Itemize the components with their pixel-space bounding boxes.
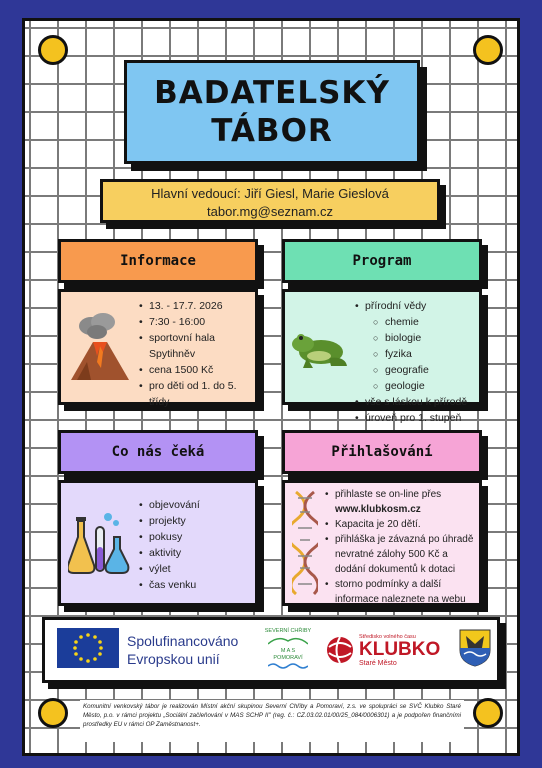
prihlasovani-list bbox=[325, 483, 479, 603]
frog-icon bbox=[285, 292, 355, 402]
prihlasovani-heading: Přihlašování bbox=[282, 430, 482, 474]
eu-line-1: Spolufinancováno bbox=[127, 633, 239, 649]
eu-text bbox=[127, 632, 255, 668]
mas-bottom: POMORAVÍ bbox=[273, 654, 303, 661]
list-item: • pro děti od 1. do 5. třídy bbox=[139, 378, 255, 410]
program-list bbox=[355, 292, 468, 424]
list-item: • aktivity bbox=[139, 545, 200, 561]
klubko-ball-icon bbox=[325, 635, 355, 665]
corner-dot bbox=[473, 698, 503, 728]
list-item bbox=[325, 487, 479, 517]
program-card bbox=[282, 239, 482, 424]
klubko-small: Středisko volného času bbox=[359, 633, 416, 640]
list-item: • storno podmínky a další informace naleznete na webu bbox=[325, 577, 479, 607]
co-nas-ceka-heading: Co nás čeká bbox=[58, 430, 258, 474]
info-heading: Informace bbox=[58, 239, 258, 283]
signup-text: přihlaste se on-line přes bbox=[335, 489, 442, 500]
program-heading: Program bbox=[282, 239, 482, 283]
co-nas-ceka-body bbox=[58, 480, 258, 606]
info-card bbox=[58, 239, 258, 408]
list-item: • úroveň pro 1. stupeň bbox=[355, 410, 467, 426]
title-box bbox=[124, 60, 420, 164]
coat-of-arms-icon bbox=[458, 628, 492, 673]
leader-text: Hlavní vedoucí: Jiří Giesl, Marie Gieslová bbox=[151, 186, 389, 201]
list-item: • sportovní hala Spytihněv bbox=[139, 330, 255, 362]
klubko-big: KLUBKO bbox=[359, 638, 441, 660]
list-subitem: ○ chemie bbox=[355, 314, 467, 330]
program-body bbox=[282, 289, 482, 424]
volcano-icon bbox=[61, 292, 139, 402]
klubko-sub: Staré Město bbox=[359, 659, 397, 667]
list-item: • přihláška je závazná po úhradě nevratné zálohy 500 Kč a dodání dokumentů k dotaci bbox=[325, 532, 479, 577]
lab-flasks-icon bbox=[61, 483, 139, 603]
eu-flag-icon bbox=[57, 628, 119, 673]
title-line-1: BADATELSKÝ bbox=[154, 75, 390, 111]
list-item: • vše s láskou k přírodě bbox=[355, 394, 467, 410]
mas-mid: M A S bbox=[280, 647, 296, 654]
mas-top: SEVERNÍ CHŘIBY bbox=[264, 627, 312, 634]
list-subitem: ○ biologie bbox=[355, 330, 467, 346]
list-item: • objevování bbox=[139, 497, 200, 513]
list-item: • čas venku bbox=[139, 577, 200, 593]
list-item: • projekty bbox=[139, 513, 200, 529]
corner-dot bbox=[473, 35, 503, 65]
list-item: • výlet bbox=[139, 561, 200, 577]
dna-icon bbox=[285, 483, 325, 603]
klubko-logo bbox=[325, 634, 440, 667]
list-subitem: ○ geologie bbox=[355, 378, 467, 394]
list-subitem: ○ geografie bbox=[355, 362, 467, 378]
list-item: • 13. - 17.7. 2026 bbox=[139, 298, 255, 314]
co-nas-ceka-list bbox=[139, 483, 200, 603]
corner-dot bbox=[38, 35, 68, 65]
footer-note: Komunitní venkovský tábor je realizován Místní akční skupinou Severní Chřiby a Pomoraví, z.s. ve spolupráci se SVČ Klubko Staré Město, p.o. v rámci projektu „Sociální začleňování v MAS SCHP II" (reg. č.: CZ.03.02.01/00/25_084/0006301) a je podpořen finančními prostředky EU v rámci OP Zaměstnanost+. bbox=[80, 700, 464, 742]
list-item: • cena 1500 Kč bbox=[139, 362, 255, 378]
mas-hills-icon bbox=[268, 635, 308, 645]
signup-link[interactable]: www.klubkosm.cz bbox=[335, 504, 421, 515]
corner-dot bbox=[38, 698, 68, 728]
prihlasovani-card bbox=[282, 430, 482, 606]
list-item: • přírodní vědy bbox=[355, 298, 467, 314]
title-line-2: TÁBOR bbox=[211, 113, 333, 149]
leader-email[interactable]: tabor.mg@seznam.cz bbox=[207, 204, 333, 219]
info-body bbox=[58, 289, 258, 408]
eu-line-2: Evropskou unií bbox=[127, 651, 220, 667]
prihlasovani-body bbox=[282, 480, 482, 606]
mas-waves-icon bbox=[268, 662, 308, 670]
list-item: • Kapacita je 20 dětí. bbox=[325, 517, 479, 532]
list-item: • pokusy bbox=[139, 529, 200, 545]
list-subitem: ○ fyzika bbox=[355, 346, 467, 362]
mas-logo bbox=[261, 628, 315, 673]
list-item: • 7:30 - 16:00 bbox=[139, 314, 255, 330]
leader-box bbox=[100, 179, 440, 223]
info-list bbox=[139, 292, 255, 408]
sponsor-bar bbox=[42, 617, 500, 683]
co-nas-ceka-card bbox=[58, 430, 258, 606]
